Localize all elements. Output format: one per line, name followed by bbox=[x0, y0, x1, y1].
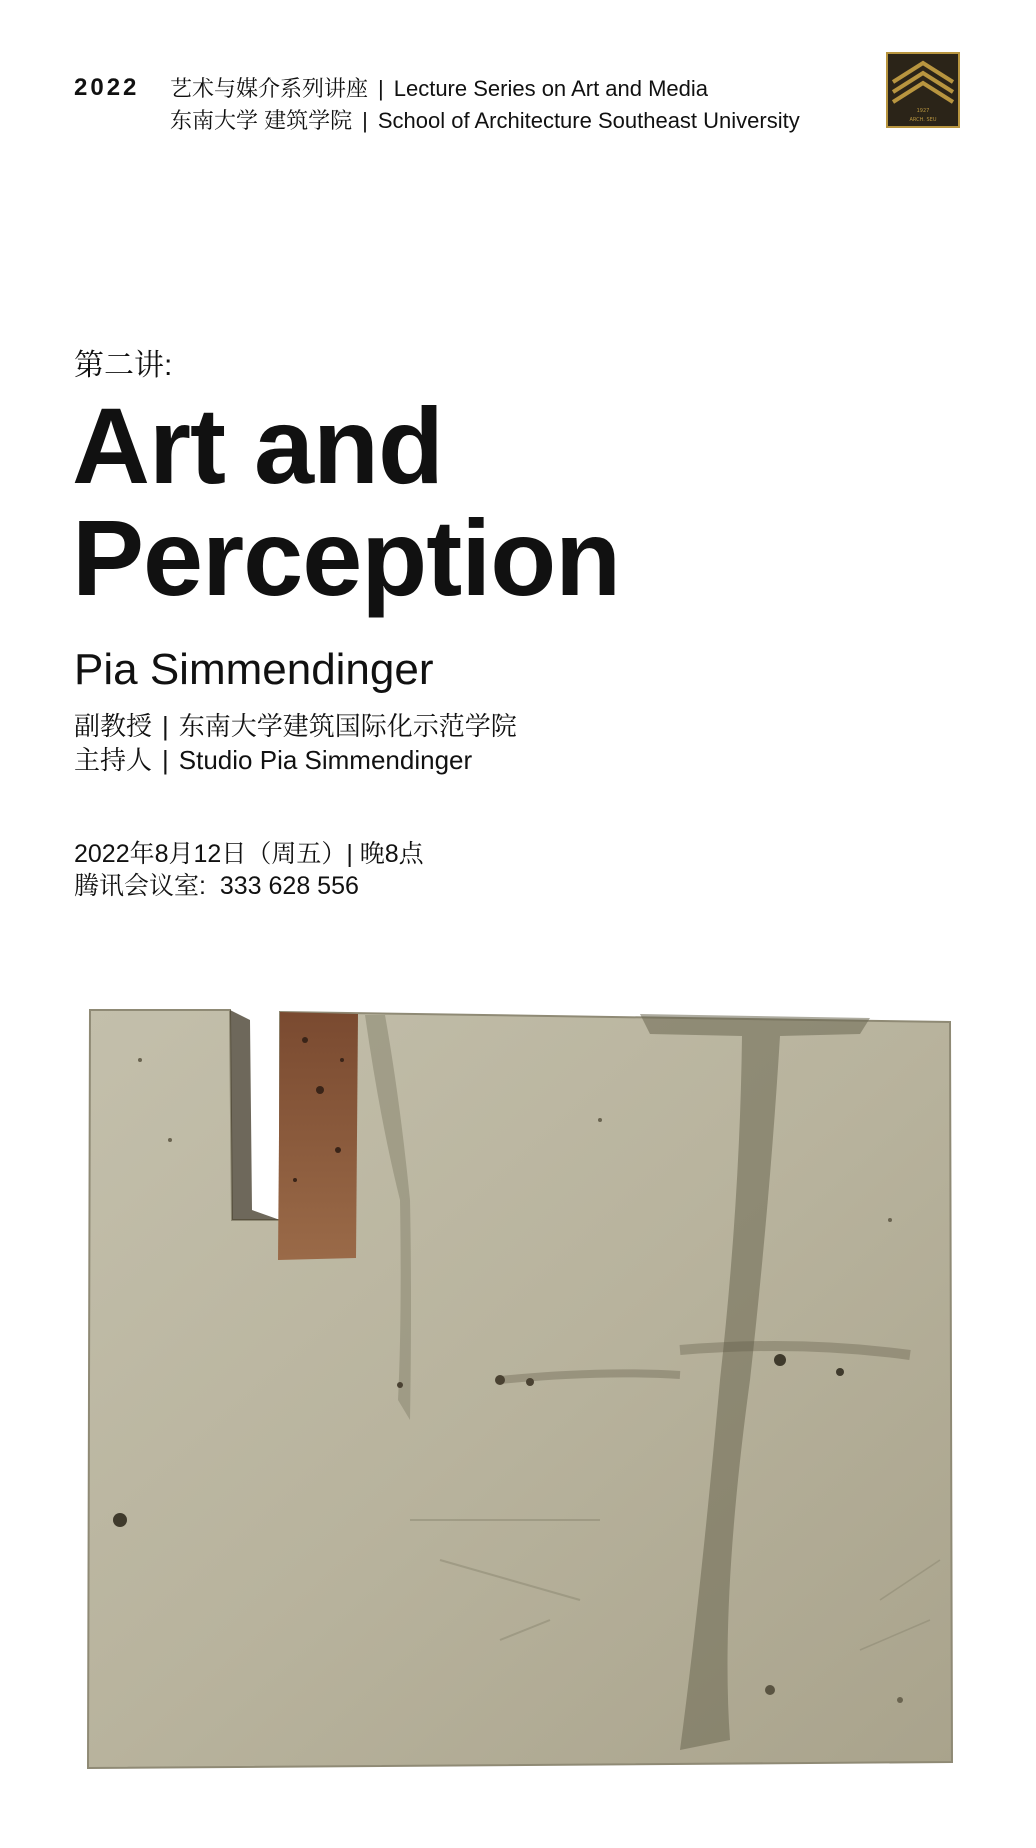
speaker-role-2 bbox=[74, 740, 472, 777]
school-name bbox=[170, 104, 800, 135]
meeting-label: 腾讯会议室: bbox=[74, 872, 206, 900]
series-title-cn: 艺术与媒介系列讲座 bbox=[170, 76, 369, 101]
role-org: Studio Pia Simmendinger bbox=[178, 745, 473, 775]
logo-year-text: 1927 bbox=[916, 108, 930, 114]
separator: | bbox=[378, 76, 384, 101]
meeting-id: 333 628 556 bbox=[219, 872, 359, 900]
series-title bbox=[170, 72, 708, 103]
logo-caption-text: ARCH. SEU bbox=[909, 117, 937, 123]
school-logo-icon bbox=[886, 52, 960, 128]
lecture-number: 第二讲: bbox=[74, 349, 173, 382]
lecture-title-line2: Perception bbox=[72, 497, 621, 618]
separator: | bbox=[162, 711, 169, 741]
year: 2022 bbox=[74, 74, 140, 101]
separator: | bbox=[362, 108, 368, 133]
lecture-title bbox=[72, 385, 972, 618]
role-org: 东南大学建筑国际化示范学院 bbox=[178, 711, 517, 741]
speaker-role-1 bbox=[74, 706, 517, 743]
speaker-name: Pia Simmendinger bbox=[74, 645, 434, 694]
lecture-title-line1: Art and bbox=[72, 385, 443, 506]
event-date-time: 2022年8月12日（周五）| 晚8点 bbox=[74, 840, 424, 868]
school-name-cn: 东南大学 建筑学院 bbox=[170, 108, 353, 133]
role-title: 主持人 bbox=[74, 745, 153, 775]
artwork-concrete-block bbox=[80, 1000, 960, 1770]
meeting-info bbox=[74, 866, 359, 902]
header bbox=[74, 68, 974, 138]
school-name-en: School of Architecture Southeast University bbox=[377, 108, 800, 133]
series-title-en: Lecture Series on Art and Media bbox=[393, 76, 709, 101]
role-title: 副教授 bbox=[74, 711, 153, 741]
separator: | bbox=[162, 745, 169, 775]
